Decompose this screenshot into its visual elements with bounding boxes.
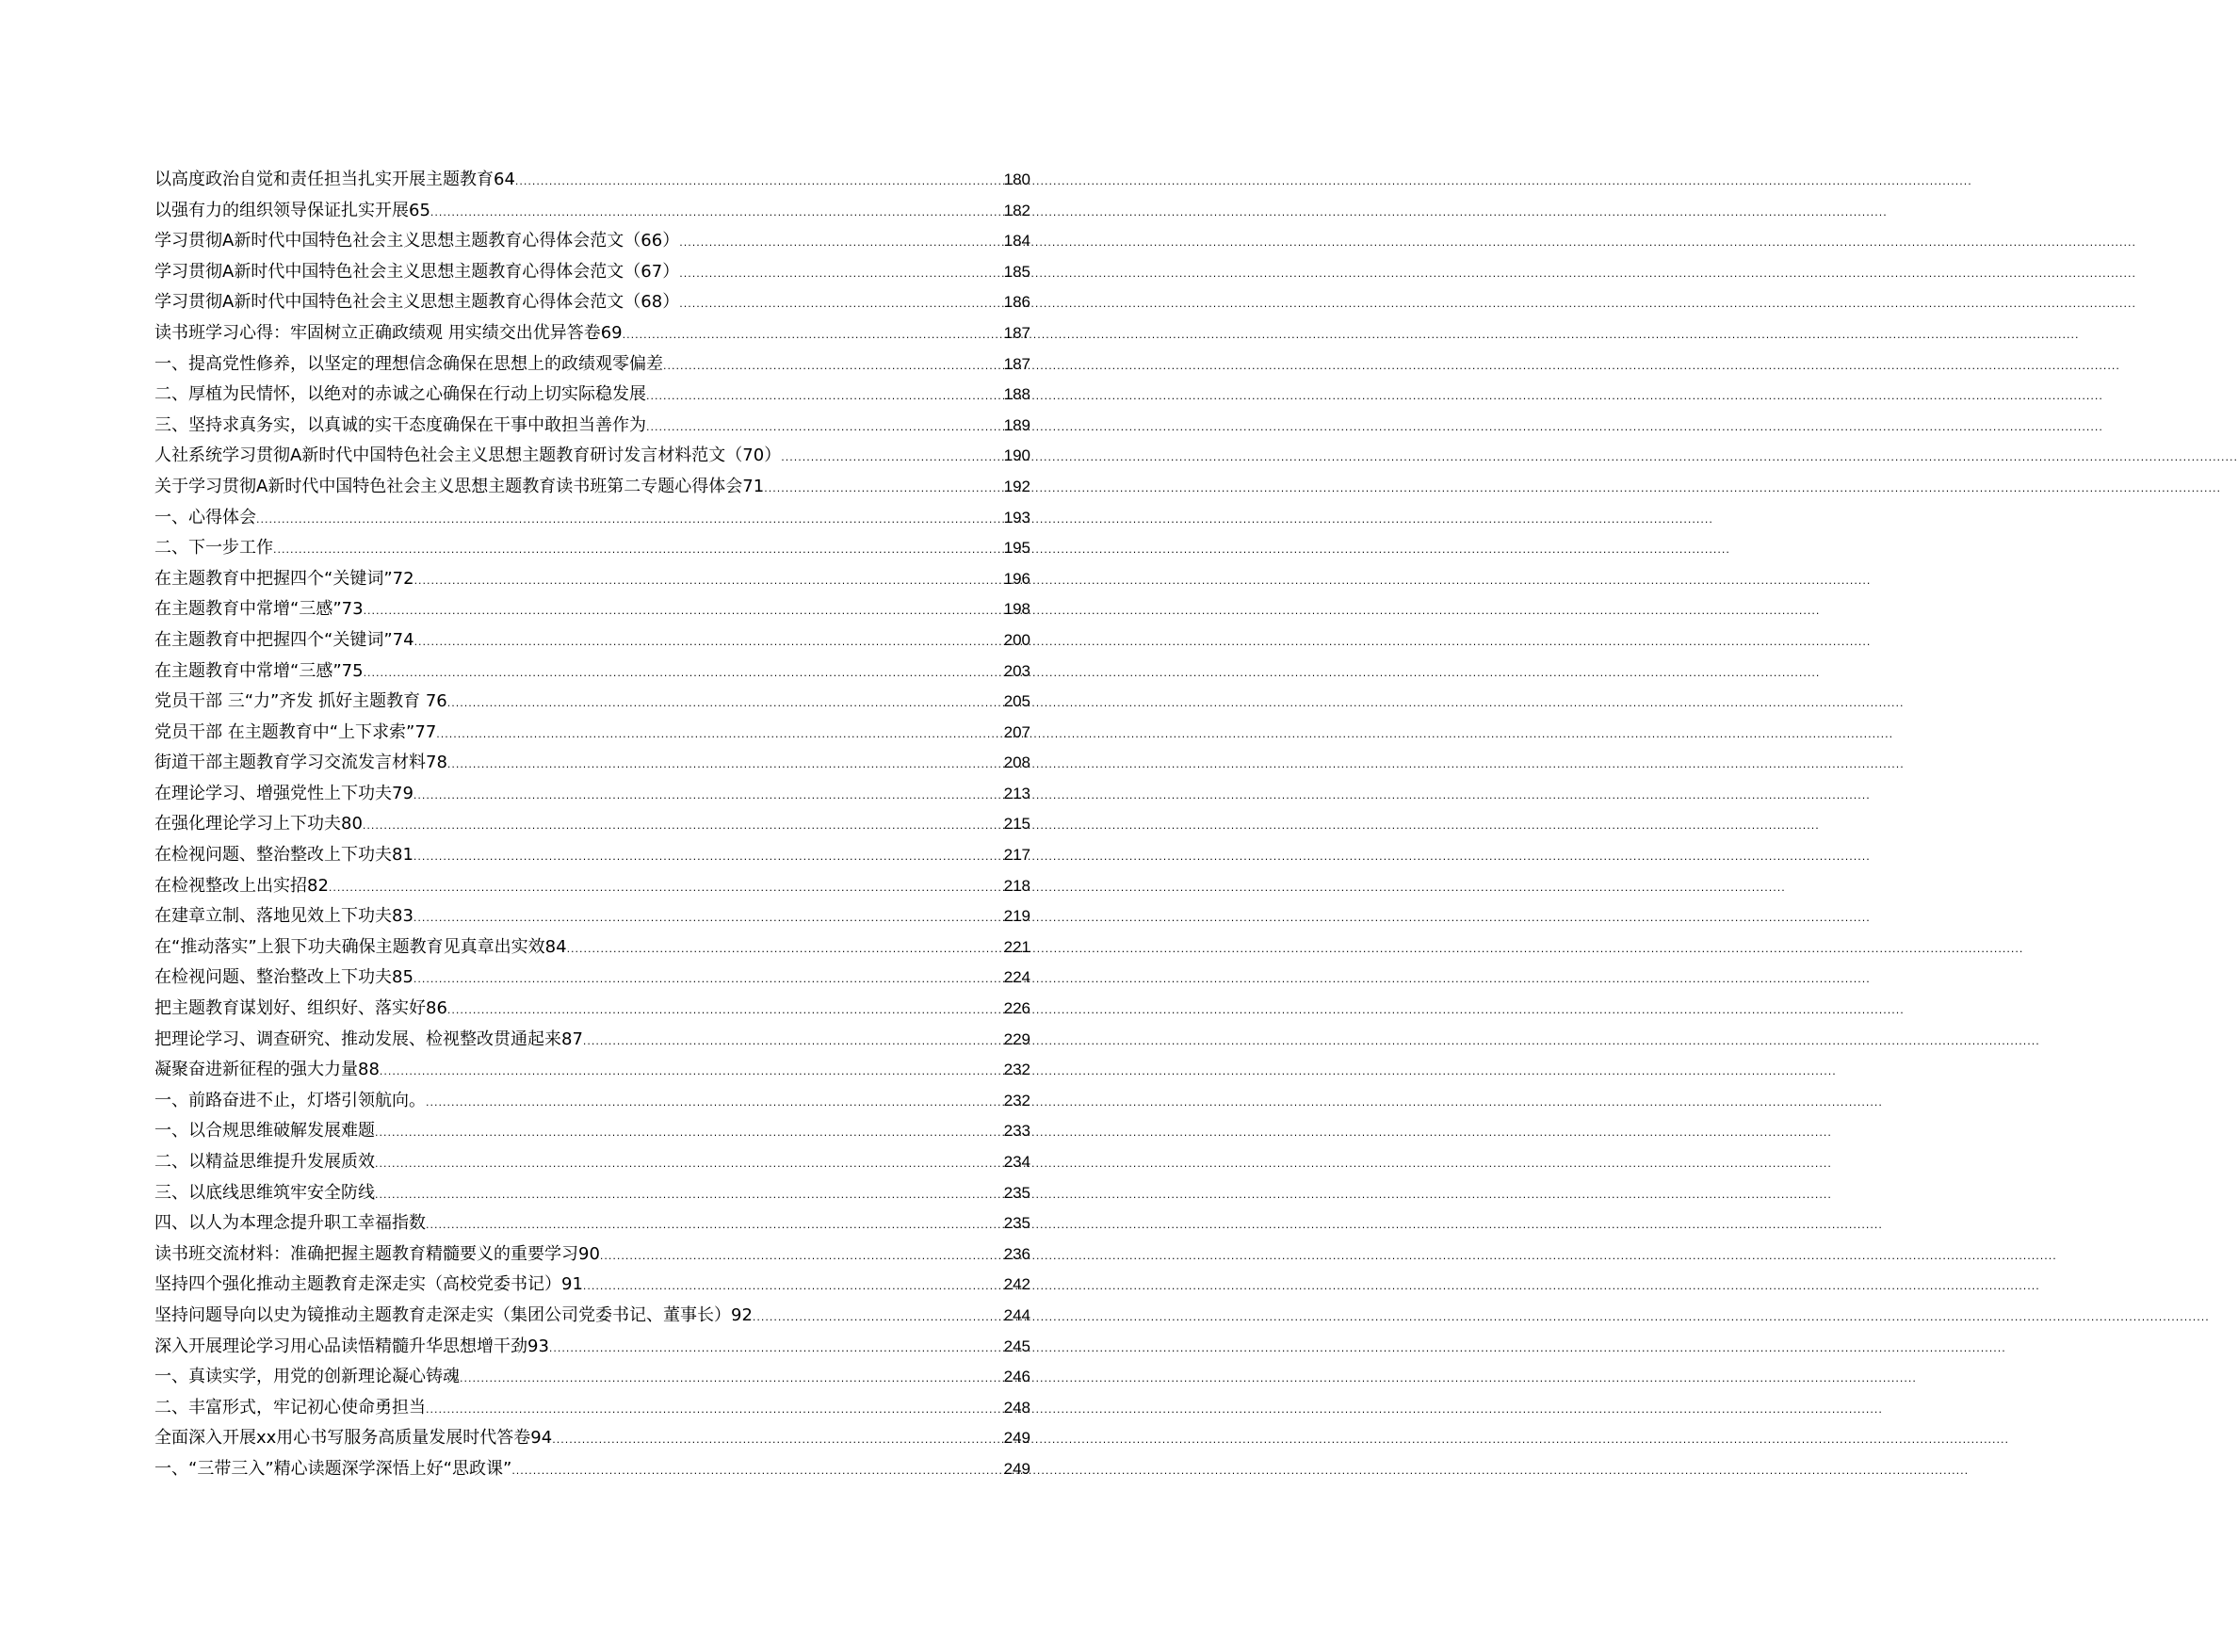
toc-entry-page-number: 189 bbox=[1003, 415, 1030, 434]
toc-entry[interactable] bbox=[154, 1152, 1030, 1183]
toc-entry-title: 坚持问题导向以史为镜推动主题教育走深走实（集团公司党委书记、董事长）92 bbox=[154, 1304, 753, 1325]
toc-entry[interactable] bbox=[154, 323, 1030, 354]
toc-entry-page-number: 208 bbox=[1003, 753, 1030, 772]
toc-entry[interactable] bbox=[154, 630, 1030, 661]
toc-entry-title: 把理论学习、调查研究、推动发展、检视整改贯通起来87 bbox=[154, 1028, 583, 1049]
toc-entry[interactable] bbox=[154, 784, 1030, 815]
toc-dot-leader bbox=[380, 1061, 1002, 1082]
toc-entry-page-number: 193 bbox=[1003, 508, 1030, 526]
toc-entry-page-number: 244 bbox=[1003, 1305, 1030, 1324]
toc-dot-leader bbox=[583, 1031, 1002, 1052]
toc-dot-leader bbox=[426, 1215, 1002, 1236]
toc-entry-title: 一、真读实学，用党的创新理论凝心铸魂 bbox=[154, 1367, 460, 1387]
toc-entry[interactable] bbox=[154, 569, 1030, 600]
toc-dot-leader bbox=[781, 447, 1001, 468]
toc-dot-leader bbox=[364, 663, 1002, 684]
toc-entry-title: 党员干部 三“力”齐发 抓好主题教育 76 bbox=[154, 691, 447, 712]
toc-entry-title: 学习贯彻A新时代中国特色社会主义思想主题教育心得体会范文（66） bbox=[154, 231, 680, 251]
toc-entry-page-number: 190 bbox=[1003, 446, 1030, 465]
toc-entry-page-number: 232 bbox=[1003, 1061, 1030, 1079]
toc-entry-title: 在检视整改上出实招82 bbox=[154, 875, 329, 896]
toc-entry-page-number: 232 bbox=[1003, 1091, 1030, 1109]
toc-entry[interactable] bbox=[154, 691, 1030, 722]
toc-entry[interactable] bbox=[154, 876, 1030, 907]
toc-entry-title: 在“推动落实”上狠下功夫确保主题教育见真章出实效84 bbox=[154, 936, 567, 957]
toc-entry-title: 二、厚植为民情怀，以绝对的赤诚之心确保在行动上切实际稳发展 bbox=[154, 384, 646, 405]
toc-entry-title: 全面深入开展xx用心书写服务高质量发展时代答卷94 bbox=[154, 1428, 553, 1449]
toc-dot-leader bbox=[583, 1276, 1002, 1297]
toc-dot-leader bbox=[426, 1400, 1002, 1420]
toc-entry-title: 在强化理论学习上下功夫80 bbox=[154, 814, 363, 834]
toc-entry-page-number: 198 bbox=[1003, 600, 1030, 619]
toc-entry-title: 关于学习贯彻A新时代中国特色社会主义思想主题教育读书班第二专题心得体会71 bbox=[154, 476, 765, 496]
toc-dot-leader bbox=[329, 878, 1002, 899]
toc-dot-leader bbox=[375, 1154, 1002, 1174]
toc-dot-leader bbox=[364, 601, 1002, 622]
toc-dot-leader bbox=[646, 417, 1002, 438]
toc-dot-leader bbox=[447, 1000, 1002, 1021]
toc-entry[interactable] bbox=[154, 1305, 1030, 1336]
toc-entry[interactable] bbox=[154, 722, 1030, 753]
toc-dot-leader bbox=[375, 1185, 1002, 1206]
toc-entry-page-number: 203 bbox=[1003, 661, 1030, 680]
toc-entry-title: 在建章立制、落地见效上下功夫83 bbox=[154, 906, 414, 927]
toc-dot-leader bbox=[511, 1461, 1001, 1482]
toc-entry-page-number: 192 bbox=[1003, 477, 1030, 495]
toc-entry-title: 深入开展理论学习用心品读悟精髓升华思想增干劲93 bbox=[154, 1336, 549, 1356]
toc-dot-leader bbox=[414, 632, 1002, 653]
toc-entry-title: 三、坚持求真务实，以真诚的实干态度确保在干事中敢担当善作为 bbox=[154, 414, 646, 435]
toc-entry[interactable] bbox=[154, 508, 1030, 539]
toc-entry-page-number: 224 bbox=[1003, 968, 1030, 987]
toc-dot-leader bbox=[549, 1338, 1002, 1359]
toc-entry[interactable] bbox=[154, 814, 1030, 845]
toc-entry[interactable] bbox=[154, 1183, 1030, 1214]
toc-entry-page-number: 188 bbox=[1003, 385, 1030, 404]
toc-dot-leader bbox=[436, 724, 1001, 745]
toc-entry[interactable] bbox=[154, 445, 1030, 477]
toc-dot-leader bbox=[256, 510, 1002, 530]
toc-entry[interactable] bbox=[154, 354, 1030, 385]
toc-entry-title: 在检视问题、整治整改上下功夫81 bbox=[154, 845, 414, 866]
toc-dot-leader bbox=[430, 202, 1002, 223]
toc-entry[interactable] bbox=[154, 937, 1030, 968]
toc-entry-page-number: 236 bbox=[1003, 1244, 1030, 1263]
toc-entry[interactable] bbox=[154, 201, 1030, 232]
toc-entry-title: 学习贯彻A新时代中国特色社会主义思想主题教育心得体会范文（68） bbox=[154, 292, 680, 313]
toc-entry-title: 三、以底线思维筑牢安全防线 bbox=[154, 1182, 375, 1203]
toc-entry-title: 在检视问题、整治整改上下功夫85 bbox=[154, 967, 414, 988]
toc-dot-leader bbox=[600, 1246, 1002, 1267]
toc-entry[interactable] bbox=[154, 170, 1030, 201]
toc-entry-title: 一、前路奋进不止，灯塔引领航向。 bbox=[154, 1090, 426, 1110]
toc-entry-title: 一、“三带三入”精心读题深学深悟上好“思政课” bbox=[154, 1458, 512, 1479]
toc-entry-title: 读书班交流材料：准确把握主题教育精髓要义的重要学习90 bbox=[154, 1243, 600, 1264]
toc-entry-title: 在主题教育中常增“三感”75 bbox=[154, 660, 364, 681]
toc-entry-page-number: 246 bbox=[1003, 1368, 1030, 1386]
toc-dot-leader bbox=[273, 540, 1002, 560]
toc-entry[interactable] bbox=[154, 1336, 1030, 1368]
toc-entry-title: 一、心得体会 bbox=[154, 507, 256, 527]
toc-entry-title: 一、以合规思维破解发展难题 bbox=[154, 1121, 375, 1142]
toc-entry-page-number: 182 bbox=[1003, 201, 1030, 219]
toc-entry-title: 人社系统学习贯彻A新时代中国特色社会主义思想主题教育研讨发言材料范文（70） bbox=[154, 445, 782, 466]
toc-entry-page-number: 215 bbox=[1003, 815, 1030, 834]
toc-dot-leader bbox=[679, 233, 1001, 253]
toc-entry-page-number: 184 bbox=[1003, 232, 1030, 251]
toc-entry-page-number: 205 bbox=[1003, 692, 1030, 711]
toc-entry-title: 在理论学习、增强党性上下功夫79 bbox=[154, 783, 414, 803]
toc-entry[interactable] bbox=[154, 906, 1030, 937]
toc-entry[interactable] bbox=[154, 753, 1030, 784]
toc-entry-title: 凝聚奋进新征程的强大力量88 bbox=[154, 1060, 380, 1080]
toc-entry[interactable] bbox=[154, 1459, 1030, 1490]
toc-entry[interactable] bbox=[154, 967, 1030, 998]
toc-entry-page-number: 195 bbox=[1003, 539, 1030, 558]
toc-entry-title: 以强有力的组织领导保证扎实开展65 bbox=[154, 200, 430, 220]
toc-entry[interactable] bbox=[154, 292, 1030, 323]
toc-entry-title: 二、以精益思维提升发展质效 bbox=[154, 1152, 375, 1172]
toc-entry-title: 四、以人为本理念提升职工幸福指数 bbox=[154, 1213, 426, 1234]
toc-dot-leader bbox=[460, 1369, 1002, 1389]
toc-entry-page-number: 242 bbox=[1003, 1275, 1030, 1294]
toc-entry[interactable] bbox=[154, 231, 1030, 262]
toc-dot-leader bbox=[447, 693, 1002, 714]
toc-entry[interactable] bbox=[154, 262, 1030, 293]
toc-entry[interactable] bbox=[154, 845, 1030, 876]
toc-entry-page-number: 196 bbox=[1003, 569, 1030, 588]
toc-entry-page-number: 234 bbox=[1003, 1153, 1030, 1171]
toc-entry-title: 街道干部主题教育学习交流发言材料78 bbox=[154, 753, 447, 773]
toc-dot-leader bbox=[679, 294, 1001, 315]
toc-entry[interactable] bbox=[154, 1091, 1030, 1122]
toc-entry-title: 二、下一步工作 bbox=[154, 538, 273, 559]
toc-entry-title: 在主题教育中常增“三感”73 bbox=[154, 599, 364, 620]
toc-dot-leader bbox=[447, 754, 1002, 775]
toc-entry-page-number: 218 bbox=[1003, 876, 1030, 895]
toc-entry-page-number: 229 bbox=[1003, 1029, 1030, 1048]
toc-entry-page-number: 248 bbox=[1003, 1398, 1030, 1417]
toc-dot-leader bbox=[414, 786, 1002, 806]
toc-entry-page-number: 187 bbox=[1003, 354, 1030, 373]
toc-entry[interactable] bbox=[154, 1213, 1030, 1244]
toc-entry-page-number: 207 bbox=[1003, 722, 1030, 741]
toc-dot-leader bbox=[663, 356, 1002, 377]
toc-entry-title: 学习贯彻A新时代中国特色社会主义思想主题教育心得体会范文（67） bbox=[154, 261, 680, 282]
toc-entry-title: 党员干部 在主题教育中“上下求索”77 bbox=[154, 721, 437, 742]
toc-dot-leader bbox=[426, 1093, 1002, 1113]
toc-entry-page-number: 200 bbox=[1003, 630, 1030, 649]
toc-entry[interactable] bbox=[154, 1398, 1030, 1429]
toc-dot-leader bbox=[646, 386, 1002, 407]
toc-entry-page-number: 233 bbox=[1003, 1122, 1030, 1141]
toc-entry-page-number: 213 bbox=[1003, 784, 1030, 802]
toc-entry[interactable] bbox=[154, 998, 1030, 1029]
toc-entry-page-number: 249 bbox=[1003, 1429, 1030, 1448]
toc-entry-title: 二、丰富形式，牢记初心使命勇担当 bbox=[154, 1397, 426, 1417]
toc-dot-leader bbox=[764, 478, 1001, 499]
toc-entry[interactable] bbox=[154, 1244, 1030, 1275]
toc-entry[interactable] bbox=[154, 415, 1030, 446]
toc-entry-page-number: 219 bbox=[1003, 907, 1030, 926]
toc-dot-leader bbox=[623, 325, 1002, 346]
toc-entry-page-number: 217 bbox=[1003, 846, 1030, 865]
toc-entry[interactable] bbox=[154, 538, 1030, 569]
toc-entry-page-number: 226 bbox=[1003, 999, 1030, 1018]
toc-entry-page-number: 249 bbox=[1003, 1459, 1030, 1478]
toc-dot-leader bbox=[375, 1123, 1002, 1143]
toc-entry[interactable] bbox=[154, 477, 1030, 508]
toc-entry[interactable] bbox=[154, 1274, 1030, 1305]
toc-entry-title: 读书班学习心得：牢固树立正确政绩观 用实绩交出优异答卷69 bbox=[154, 322, 623, 343]
toc-entry-page-number: 235 bbox=[1003, 1183, 1030, 1202]
toc-dot-leader bbox=[363, 816, 1002, 836]
toc-entry-page-number: 245 bbox=[1003, 1336, 1030, 1355]
toc-entry[interactable] bbox=[154, 384, 1030, 415]
toc-entry-title: 坚持四个强化推动主题教育走深走实（高校党委书记）91 bbox=[154, 1274, 583, 1295]
toc-entry-page-number: 185 bbox=[1003, 262, 1030, 281]
toc-entry[interactable] bbox=[154, 1367, 1030, 1398]
toc-entry[interactable] bbox=[154, 1060, 1030, 1091]
toc-entry-title: 在主题教育中把握四个“关键词”72 bbox=[154, 568, 414, 589]
toc-dot-leader bbox=[753, 1307, 1002, 1328]
table-of-contents bbox=[154, 170, 1030, 1490]
toc-dot-leader bbox=[414, 847, 1002, 867]
toc-entry-page-number: 180 bbox=[1003, 170, 1030, 188]
toc-dot-leader bbox=[567, 939, 1002, 960]
toc-entry-page-number: 187 bbox=[1003, 323, 1030, 342]
toc-entry-page-number: 221 bbox=[1003, 937, 1030, 956]
toc-entry-page-number: 235 bbox=[1003, 1214, 1030, 1233]
toc-entry-title: 一、提高党性修养，以坚定的理想信念确保在思想上的政绩观零偏差 bbox=[154, 353, 663, 374]
toc-dot-leader bbox=[552, 1430, 1001, 1450]
toc-dot-leader bbox=[679, 264, 1001, 284]
toc-entry[interactable] bbox=[154, 1428, 1030, 1459]
toc-entry[interactable] bbox=[154, 599, 1030, 630]
toc-entry[interactable] bbox=[154, 1029, 1030, 1061]
toc-dot-leader bbox=[414, 571, 1002, 591]
toc-entry[interactable] bbox=[154, 1121, 1030, 1152]
toc-entry-title: 把主题教育谋划好、组织好、落实好86 bbox=[154, 998, 447, 1019]
toc-entry-title: 以高度政治自觉和责任担当扎实开展主题教育64 bbox=[154, 170, 515, 189]
toc-entry-page-number: 186 bbox=[1003, 293, 1030, 312]
toc-entry-title: 在主题教育中把握四个“关键词”74 bbox=[154, 629, 414, 650]
toc-dot-leader bbox=[414, 969, 1002, 990]
toc-dot-leader bbox=[414, 908, 1002, 929]
toc-dot-leader bbox=[515, 171, 1002, 192]
toc-entry[interactable] bbox=[154, 661, 1030, 692]
